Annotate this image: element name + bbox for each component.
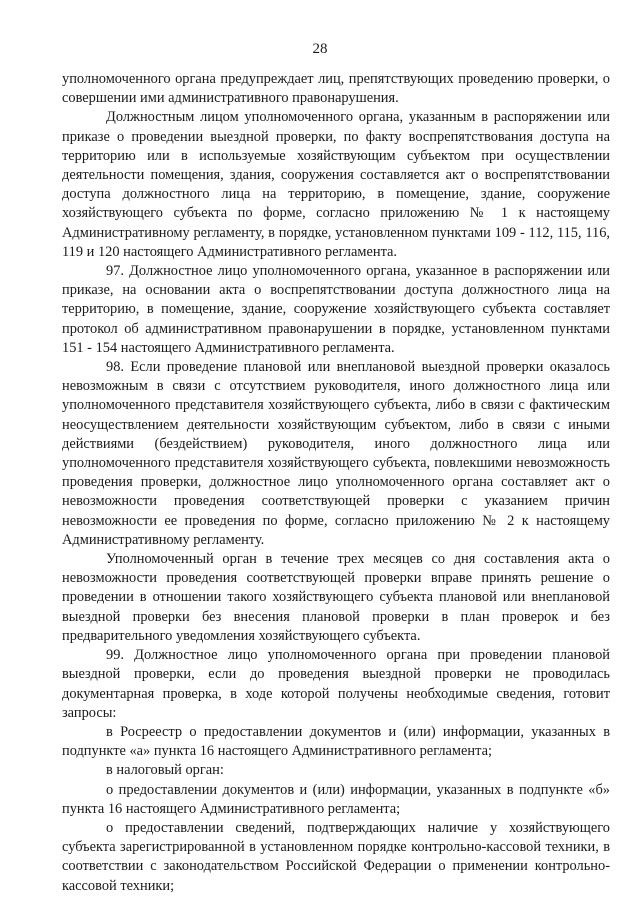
paragraph-three-months: Уполномоченный орган в течение трех месяцев со дня составления акта о невозможности проведения соответствующей проверки вправе принять решение о проведении в отношении такого хозяйствующего субъекта плановой или внеплановой выездной проверки без внесения плановой проверки в план проверок и без предварительного уведомления хозяйствующего субъекта.: [62, 551, 610, 644]
paragraph-97: 97. Должностное лицо уполномоченного органа, указанное в распоряжении или приказе, на основании акта о воспрепятствовании доступа должностного лица на территорию, в помещение, здание, сооружение хозяйствующего субъекта составляет протокол об административном правонарушении в порядке, установленном пунктами 151 - 154 настоящего Административного регламента.: [62, 263, 610, 356]
paragraph-tax-authority: в налоговый орган:: [106, 762, 224, 779]
page-number: 28: [312, 41, 328, 57]
paragraph-98: 98. Если проведение плановой или внеплановой выездной проверки оказалось невозможным в связи с отсутствием руководителя, иного должностного лица или уполномоченного представителя хозяйствующего субъекта, либо в связи с фактическим неосуществлением деятельности хозяйствующим субъектом, либо в связи с иными действиями (бездействием) руководителя, иного должностного лица или уполномоченного представителя хозяйствующего субъекта, повлекшими невозможность проведения проверки, должностное лицо уполномоченного органа составляет акт о невозможности проведения соответствующей проверки с указанием причин невозможности ее проведения по форме, согласно приложению № 2 к настоящему Административному регламенту.: [62, 359, 610, 548]
page-body: [62, 70, 610, 896]
paragraph-rosreestr: в Росреестр о предоставлении документов и (или) информации, указанных в подпункте «а» пункта 16 настоящего Административного регламента;: [62, 723, 610, 760]
paragraph-obstruction-act: Должностным лицом уполномоченного органа, указанным в распоряжении или приказе о проведении выездной проверки, по факту воспрепятствования доступа на территорию или в используемые хозяйствующим субъектом при осуществлении деятельности помещения, здания, сооружения составляется акт о воспрепятствовании доступа должностного лица на территорию, в помещение, здание, сооружение хозяйствующего субъекта по форме, согласно приложению № 1 к настоящему Административному регламенту, в порядке, установленном пунктами 109 - 112, 115, 116, 119 и 120 настоящего Административного регламента.: [62, 109, 610, 260]
paragraph-tax-documents: о предоставлении документов и (или) информации, указанных в подпункте «б» пункта 16 настоящего Административного регламента;: [62, 781, 610, 817]
paragraph-cash-register: о предоставлении сведений, подтверждающих наличие у хозяйствующего субъекта зарегистрированной в установленном порядке контрольно-кассовой техники, в соответствии с законодательством Российской Федерации о применении контрольно-кассовой техники;: [62, 819, 610, 894]
paragraph-99: 99. Должностное лицо уполномоченного органа при проведении плановой выездной проверки, если до проведения выездной проверки не проводилась документарная проверка, в ходе которой получены необходимые сведения, готовит запросы:: [62, 647, 610, 721]
paragraph-continuation: уполномоченного органа предупреждает лиц, препятствующих проведению проверки, о совершении ими административного правонарушения.: [62, 71, 610, 107]
